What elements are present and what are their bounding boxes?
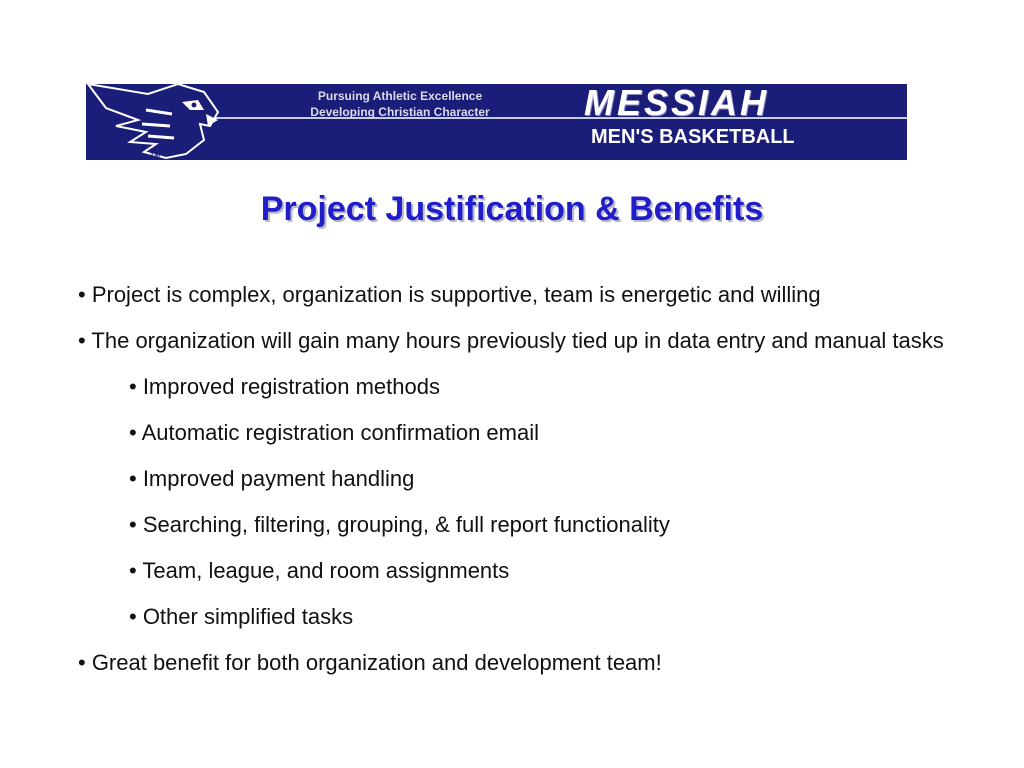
falcon-head-icon	[86, 80, 226, 162]
header-banner	[86, 80, 907, 162]
sub-bullet-item: • Searching, filtering, grouping, & full report functionality	[129, 512, 670, 537]
bullet-item: • Great benefit for both organization and development team!	[78, 650, 662, 675]
motto-line-2: Developing Christian Character	[310, 105, 490, 119]
slide-title: Project Justification & Benefits	[260, 190, 764, 228]
brand-wordmark: MESSIAH	[584, 82, 770, 123]
motto-line-1: Pursuing Athletic Excellence	[317, 89, 483, 103]
bullet-item: • The organization will gain many hours previously tied up in data entry and manual tasks	[78, 328, 944, 353]
trademark-mark: TM	[150, 152, 161, 159]
sub-bullet-item: • Team, league, and room assignments	[129, 558, 510, 583]
bullet-list	[78, 280, 958, 694]
bullet-item: • Project is complex, organization is supportive, team is energetic and willing	[78, 282, 821, 307]
sub-bullet-item: • Other simplified tasks	[129, 604, 354, 629]
sub-bullet-item: • Improved registration methods	[129, 374, 440, 399]
sub-bullet-item: • Improved payment handling	[129, 466, 415, 491]
team-name: MEN'S BASKETBALL	[591, 126, 795, 148]
banner-motto	[290, 88, 510, 120]
sub-bullet-item: • Automatic registration confirmation email	[129, 420, 539, 445]
